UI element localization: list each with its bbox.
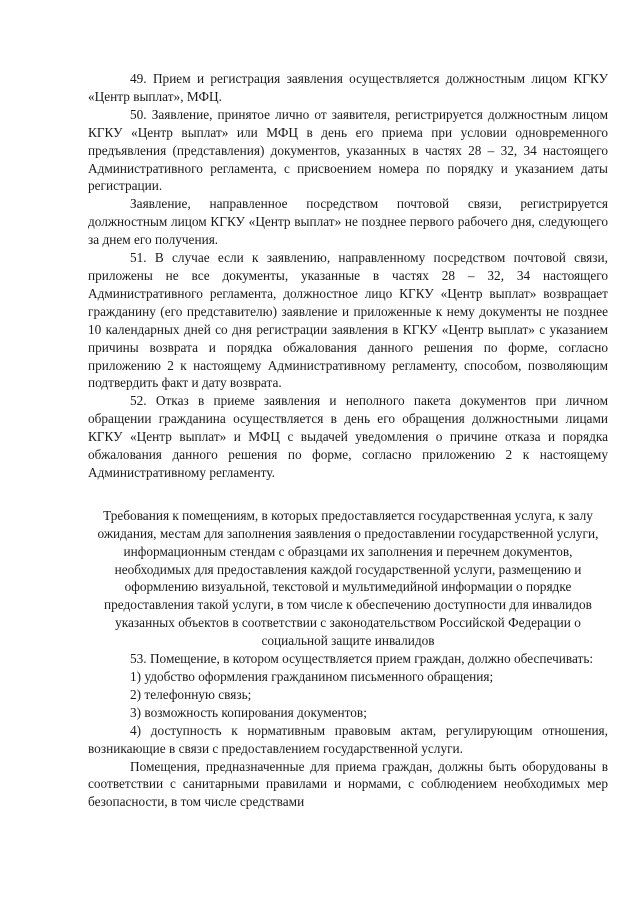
list-item: 2) телефонную связь; (130, 686, 252, 702)
list-item: 4) доступность к нормативным правовым актам, регулирующим отношения, возникающие в связи с предоставлением государственной услуги. (88, 722, 608, 756)
paragraph-52: 52. Отказ в приеме заявления и неполного пакета документов при личном обращении гражданина осуществляется в день его обращения должностными лицами КГКУ «Центр выплат» и МФЦ с выдачей уведомления о причине отказа и порядка обжалования данного решения по форме, согласно приложению 2 к настоящему Административному регламенту. (88, 393, 608, 480)
section-heading: Требования к помещениям, в которых предоставляется государственная услуга, к залу ожидания, местам для заполнения заявления о предоставлении государственной услуги, информационным стендам с образцами их заполнения и перечнем документов, необходимых для предоставления каждой государственной услуги, размещению и оформлению визуальной, текстовой и мультимедийной информации о порядке предоставления такой услуги, в том числе к обеспечению доступности для инвалидов указанных объектов в соответствии с законодательством Российской Федерации о социальной защите инвалидов (97, 507, 599, 649)
paragraph-51: 51. В случае если к заявлению, направленному посредством почтовой связи, приложены не все документы, указанные в частях 28 – 32, 34 настоящего Административного регламента, должностное лицо КГКУ «Центр выплат» возвращает гражданину (его представителю) заявление и приложенные к нему документы не позднее 10 календарных дней со дня регистрации заявления в КГКУ «Центр выплат» с указанием причины возврата и порядка обжалования данного решения по форме, согласно приложению 2 к настоящему Административному регламенту, способом, позволяющим подтвердить факт и дату возврата. (88, 250, 608, 391)
paragraph-49: 49. Прием и регистрация заявления осуществляется должностным лицом КГКУ «Центр выплат», МФЦ. (88, 71, 608, 104)
document-page (88, 70, 608, 811)
paragraph-53: 53. Помещение, в котором осуществляется прием граждан, должно обеспечивать: (130, 651, 594, 667)
paragraph-premises: Помещения, предназначенные для приема граждан, должны быть оборудованы в соответствии с санитарными правилами и нормами, с соблюдением необходимых мер безопасности, в том числе средствами (88, 758, 608, 810)
paragraph-50-postal: Заявление, направленное посредством почтовой связи, регистрируется должностным лицом КГКУ «Центр выплат» не позднее первого рабочего дня, следующего за днем его получения. (88, 196, 608, 248)
paragraph-50: 50. Заявление, принятое лично от заявителя, регистрируется должностным лицом КГКУ «Центр выплат» или МФЦ в день его приема при условии одновременного предъявления (представления) документов, указанных в частях 28 – 32, 34 настоящего Административного регламента, с присвоением номера по порядку и указанием даты регистрации. (88, 106, 608, 194)
list-item: 3) возможность копирования документов; (130, 704, 367, 720)
list-item: 1) удобство оформления гражданином письменного обращения; (130, 669, 494, 684)
